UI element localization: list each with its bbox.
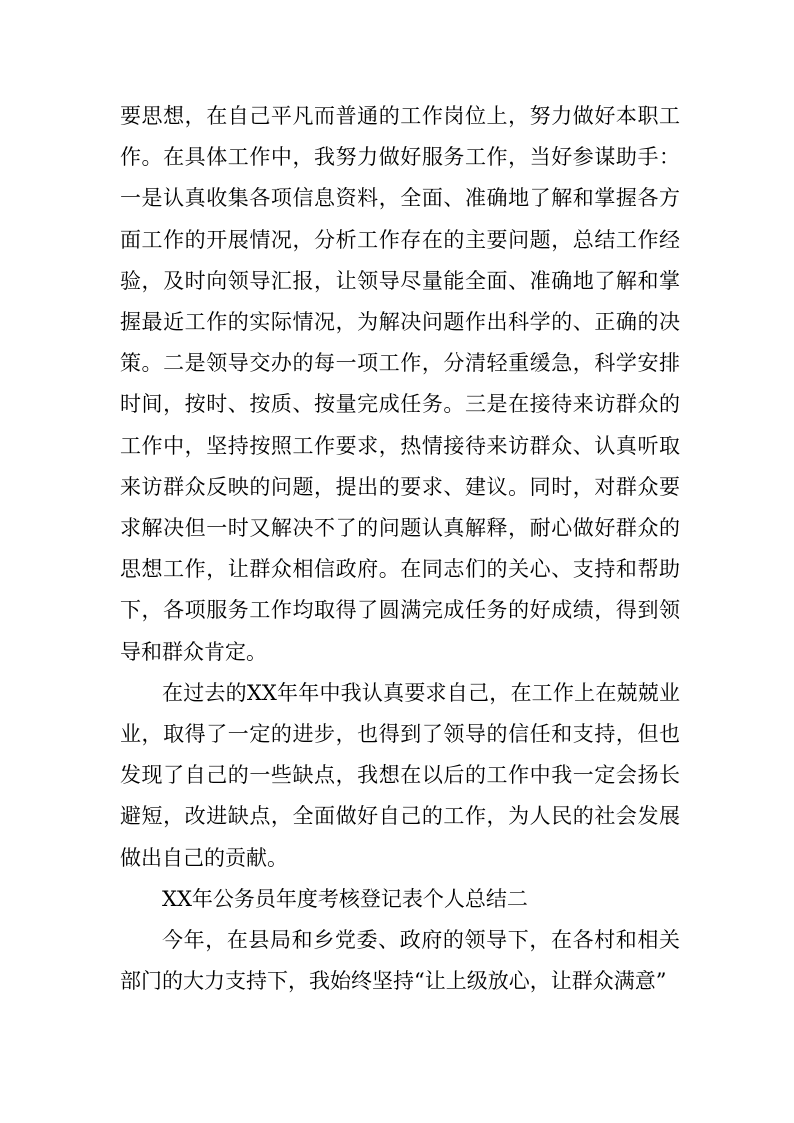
- body-paragraph-2: 在过去的XX年年中我认真要求自己，在工作上在兢兢业业，取得了一定的进步，也得到了领导的信任和支持，但也发现了自己的一些缺点，我想在以后的工作中我一定会扬长避短，改进缺点，全面做好自己的工作，为人民的社会发展做出自己的贡献。: [120, 680, 680, 870]
- body-paragraph-1: 要思想，在自己平凡而普通的工作岗位上，努力做好本职工作。在具体工作中，我努力做好服务工作，当好参谋助手：一是认真收集各项信息资料，全面、准确地了解和掌握各方面工作的开展情况，分析工作存在的主要问题，总结工作经验，及时向领导汇报，让领导尽量能全面、准确地了解和掌握最近工作的实际情况，为解决问题作出科学的、正确的决策。二是领导交办的每一项工作，分清轻重缓急，科学安排时间，按时、按质、按量完成任务。三是在接待来访群众的工作中，坚持按照工作要求，热情接待来访群众、认真听取来访群众反映的问题，提出的要求、建议。同时，对群众要求解决但一时又解决不了的问题认真解释，耐心做好群众的思想工作，让群众相信政府。在同志们的关心、支持和帮助下，各项服务工作均取得了圆满完成任务的好成绩，得到领导和群众肯定。: [120, 104, 680, 664]
- document-page: [120, 96, 680, 1002]
- body-paragraph-3: 今年，在县局和乡党委、政府的领导下，在各村和相关部门的大力支持下，我始终坚持“让上级放心，让群众满意”: [120, 928, 680, 994]
- section-heading: XX年公务员年度考核登记表个人总结二: [162, 886, 528, 911]
